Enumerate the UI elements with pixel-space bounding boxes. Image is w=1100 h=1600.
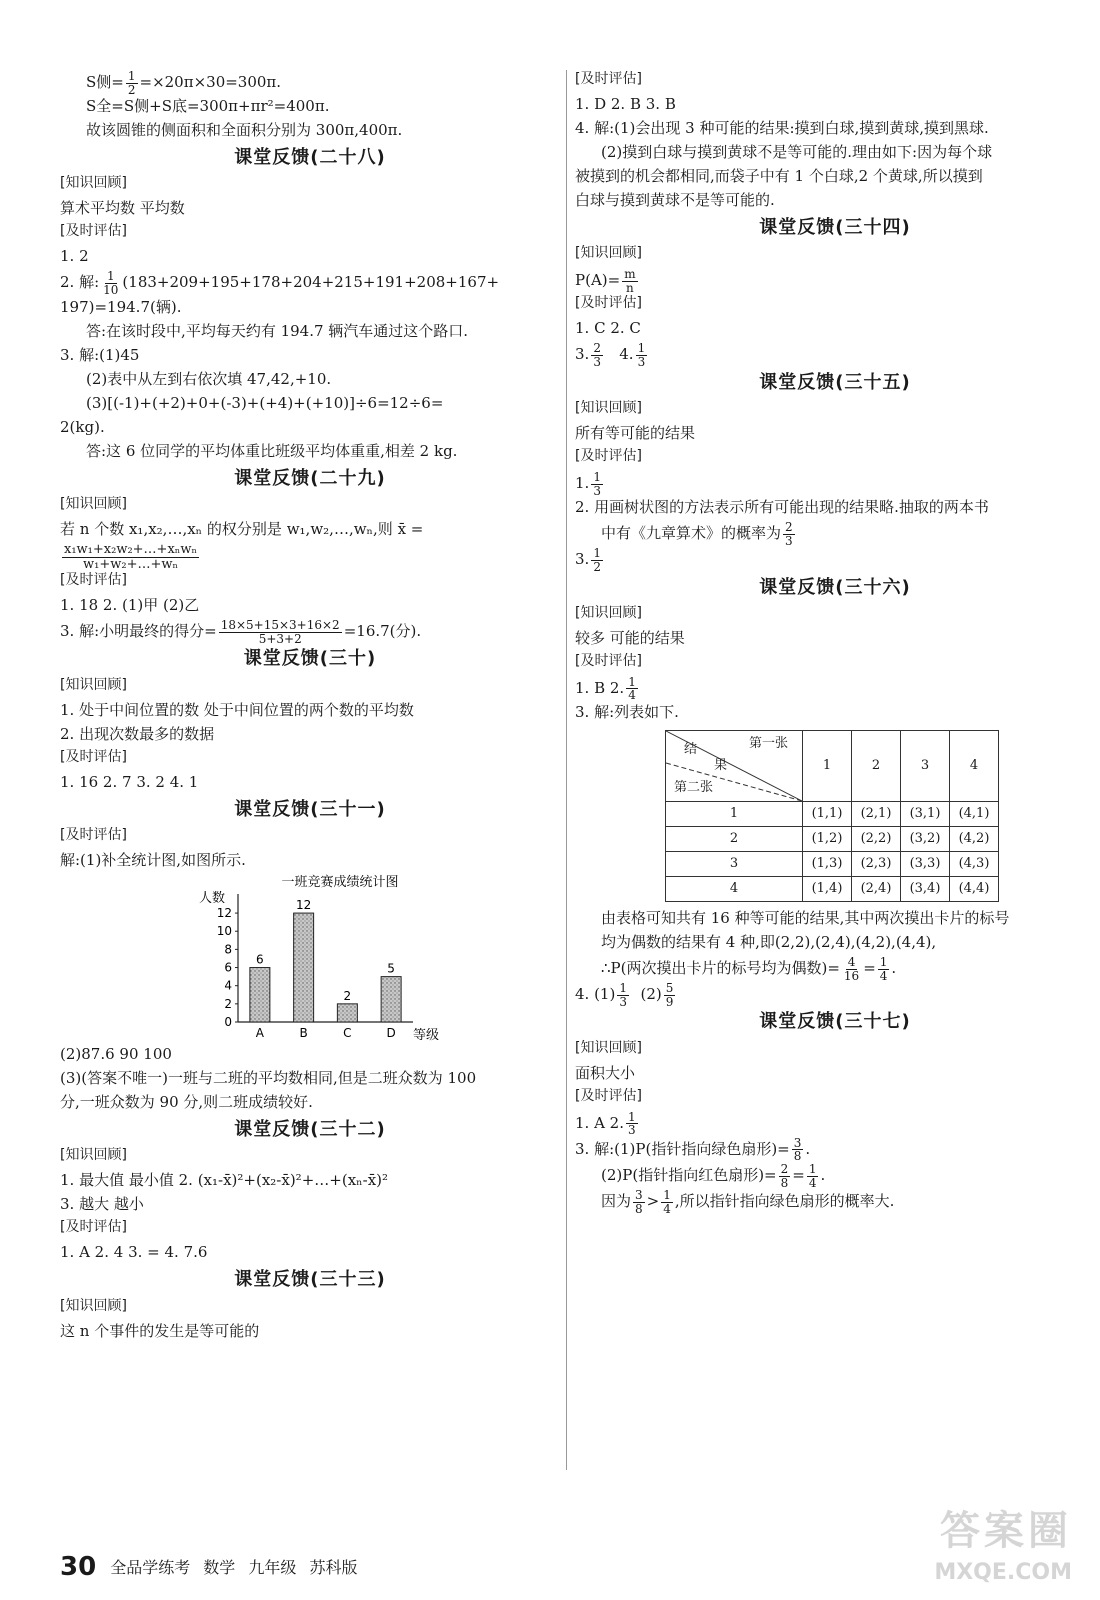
cone-text: =×20π×30=300π. [139, 73, 282, 92]
answer-line: 3. $\frac{1}{2}$ [575, 546, 601, 574]
table-row [666, 802, 999, 827]
answer-line: 2(kg). [60, 417, 105, 436]
weighted-mean-fraction [60, 543, 560, 571]
table-cell: (3,1) [901, 802, 950, 827]
fraction: $\frac{3}{8}$ [793, 1135, 802, 1164]
fraction: $\frac{1}{4}$ [879, 955, 888, 983]
corner-label-result-1: 结 [684, 742, 698, 758]
chart-xlabel: 等级 [412, 1028, 440, 1044]
watermark-logo [934, 1504, 1072, 1588]
tag-review: [知识回顾] [60, 175, 127, 192]
answer-line: 答:这 6 位同学的平均体重比班级平均体重重,相差 2 kg. [86, 441, 458, 460]
fraction: $\frac{5}{9}$ [665, 981, 674, 1009]
answer-line: 答:在该时段中,平均每天约有 194.7 辆汽车通过这个路口. [86, 321, 469, 340]
section-title-31: 课堂反馈(三十一) [234, 798, 386, 820]
y-tick-label: 2 [224, 996, 232, 1011]
watermark-url: MXQE.COM [934, 1560, 1072, 1585]
left-column [60, 70, 560, 1345]
fraction: $\frac{1}{4}$ [628, 674, 636, 703]
chart-plot [217, 894, 413, 1040]
answer-line: ∴P(两次摸出卡片的标号均为偶数)= $\frac{4}{16}$ = $\frac{1}{4}$ . [601, 955, 897, 983]
answer-line: 4. 解:(1)会出现 3 种可能的结果:摸到白球,摸到黄球,摸到黑球. [575, 119, 989, 137]
page-number: 30 [60, 1552, 97, 1582]
section-title-30: 课堂反馈(三十) [243, 648, 377, 670]
cone-line-3: 故该圆锥的侧面积和全面积分别为 300π,400π. [86, 121, 403, 140]
table-cell: (2,2) [852, 827, 901, 852]
answer-line: 中有《九章算术》的概率为 $\frac{2}{3}$ [601, 520, 793, 548]
fraction: $\frac{\text{x₁w₁+x₂w₂+…+xₙwₙ}}{\text{w₁+w₂+…+wₙ}}$ [64, 541, 198, 572]
fraction: $\frac{1}{3}$ [628, 1109, 636, 1138]
answer-line: 4. (1) $\frac{1}{3}$ (2) $\frac{5}{9}$ [575, 981, 674, 1009]
table-cell: (4,2) [950, 827, 999, 852]
answer-line: (2)P(指针指向红色扇形)= $\frac{2}{8}$ = $\frac{1}{4}$ . [601, 1162, 826, 1190]
answer-line: 1. 2 [60, 247, 89, 266]
page-footer [60, 1550, 357, 1585]
section-title-33: 课堂反馈(三十三) [234, 1269, 386, 1291]
answer-line: 1. $\frac{1}{3}$ [575, 469, 601, 498]
table-cell: (4,4) [950, 877, 999, 902]
fraction: $\frac{2}{3}$ [785, 520, 793, 548]
fraction: $\frac{2}{8}$ [780, 1162, 789, 1190]
fraction: $\frac{3}{8}$ [635, 1188, 643, 1216]
table-row [666, 852, 999, 877]
table-cell: (4,1) [950, 802, 999, 827]
fraction: $\frac{1}{3}$ [637, 341, 646, 370]
tag-assess: [及时评估] [575, 71, 642, 87]
table-cell: (1,1) [803, 802, 852, 827]
table-row-header: 2 [666, 827, 803, 852]
bar [337, 1004, 357, 1022]
fraction: $\frac{4}{16}$ [843, 955, 860, 983]
tag-review: [知识回顾] [575, 1039, 642, 1056]
watermark-text: 答案圈 [940, 1508, 1072, 1554]
cone-prefix: S侧= [86, 73, 124, 92]
answer-line: (2)87.6 90 100 [60, 1045, 172, 1064]
table-col-header: 3 [901, 731, 950, 802]
answer-line: 解:(1)补全统计图,如图所示. [60, 851, 246, 870]
answer-line: 3. 解:列表如下. [575, 703, 679, 722]
corner-label-result-2: 果 [714, 758, 728, 774]
answer-line: (3)[(-1)+(+2)+0+(-3)+(+4)+(+10)]÷6=12÷6= [86, 393, 444, 412]
section-title-37: 课堂反馈(三十七) [759, 1011, 911, 1033]
answer-line: 3. 解:(1)P(指针指向绿色扇形)= $\frac{3}{8}$ . [575, 1135, 811, 1164]
table-row [666, 877, 999, 902]
answer-line: 分,一班众数为 90 分,则二班成绩较好. [60, 1093, 313, 1112]
tag-assess: [及时评估] [575, 652, 642, 669]
tag-review: [知识回顾] [60, 676, 127, 693]
table-cell: (2,3) [852, 852, 901, 877]
outcome-table [665, 730, 999, 902]
answer-line: 均为偶数的结果有 4 种,即(2,2),(2,4),(4,2),(4,4), [601, 933, 937, 952]
tag-assess: [及时评估] [575, 447, 642, 464]
review-text: 若 n 个数 x₁,x₂,…,xₙ 的权分别是 w₁,w₂,…,wₙ,则 x̄ = [60, 519, 424, 538]
bar [381, 977, 401, 1022]
tag-review: [知识回顾] [575, 245, 642, 262]
tag-review: [知识回顾] [60, 1297, 127, 1314]
footer-text: 全品学练考 数学 九年级 苏科版 [110, 1557, 358, 1577]
section-title-35: 课堂反馈(三十五) [759, 371, 911, 393]
column-divider [566, 70, 567, 1470]
y-tick-label: 6 [224, 960, 232, 975]
chart-ylabel: 人数 [198, 891, 226, 907]
y-tick-label: 12 [216, 906, 232, 921]
y-tick-label: 8 [224, 942, 232, 957]
tag-assess: [及时评估] [60, 748, 127, 765]
answer-line: 1. B 2. $\frac{1}{4}$ [575, 674, 636, 703]
answer-line: 3. 解:(1)45 [60, 345, 140, 364]
fraction: $\frac{1}{3}$ [619, 981, 627, 1009]
table-col-header: 1 [803, 731, 852, 802]
y-tick-label: 10 [216, 924, 232, 939]
answer-line: 1. 18 2. (1)甲 (2)乙 [60, 596, 200, 615]
section-title-28: 课堂反馈(二十八) [234, 147, 386, 169]
fraction: $\frac{1}{10}$ [103, 269, 119, 298]
review-text: 面积大小 [575, 1063, 636, 1082]
cone-line-1 [60, 70, 560, 96]
fraction: $\frac{1}{2}$ [127, 69, 136, 97]
corner-label-first: 第一张 [748, 736, 788, 752]
bar-value-label: 5 [387, 961, 395, 976]
table-col-header: 4 [950, 731, 999, 802]
tag-assess: [及时评估] [60, 827, 127, 844]
table-cell: (1,2) [803, 827, 852, 852]
x-tick-label: C [343, 1026, 352, 1041]
answer-line: (2)表中从左到右依次填 47,42,+10. [86, 369, 332, 388]
fraction: $\frac{m}{n}$ [624, 267, 636, 295]
table-row-header: 1 [666, 802, 803, 827]
answer-line: 被摸到的机会都相同,而袋子中有 1 个白球,2 个黄球,所以摸到 [575, 167, 983, 185]
x-tick-label: D [386, 1026, 396, 1041]
table-cell: (1,3) [803, 852, 852, 877]
fraction: $\frac{1}{3}$ [593, 469, 601, 498]
table-cell: (3,2) [901, 827, 950, 852]
bar-value-label: 6 [256, 952, 264, 967]
y-tick-label: 4 [224, 978, 232, 993]
table-cell: (3,3) [901, 852, 950, 877]
answer-line: 197)=194.7(辆). [60, 297, 182, 316]
fraction: $\frac{2}{3}$ [593, 341, 601, 370]
answer-line: 1. D 2. B 3. B [575, 95, 676, 113]
tag-assess: [及时评估] [60, 223, 127, 240]
fraction: $\frac{1}{4}$ [808, 1162, 817, 1190]
bar [294, 913, 314, 1022]
review-text: 这 n 个事件的发生是等可能的 [60, 1321, 260, 1340]
answer-line: 由表格可知共有 16 种等可能的结果,其中两次摸出卡片的标号 [601, 909, 1010, 928]
answer-line: (2)摸到白球与摸到黄球不是等可能的.理由如下:因为每个球 [601, 143, 993, 161]
table-col-header: 2 [852, 731, 901, 802]
bar-chart-svg [190, 874, 450, 1044]
tag-review: [知识回顾] [60, 1147, 127, 1164]
answer-line: 1. A 2. $\frac{1}{3}$ [575, 1109, 636, 1138]
x-tick-label: B [299, 1026, 308, 1041]
tag-review: [知识回顾] [575, 399, 642, 416]
table-corner-cell [666, 731, 803, 802]
tag-assess: [及时评估] [575, 295, 642, 312]
section-title-36: 课堂反馈(三十六) [759, 576, 911, 598]
table-row-header: 4 [666, 877, 803, 902]
fraction: $\frac{1}{4}$ [663, 1188, 671, 1216]
review-text: 较多 可能的结果 [575, 628, 685, 647]
right-column [575, 70, 1095, 1215]
table-row [666, 827, 999, 852]
review-text: 3. 越大 越小 [60, 1195, 144, 1214]
y-tick-label: 0 [224, 1015, 232, 1030]
answer-line: 1. C 2. C [575, 319, 641, 338]
review-text: 算术平均数 平均数 [60, 199, 185, 218]
review-text: P(A)= $\frac{m}{n}$ [575, 267, 636, 295]
tag-assess: [及时评估] [60, 1219, 127, 1236]
tag-review: [知识回顾] [60, 495, 127, 512]
section-title-32: 课堂反馈(三十二) [234, 1119, 386, 1141]
fraction: $\frac{18\times 5+15\times 3+16\times 2}{5+3+2}$ [220, 618, 340, 646]
chart-title: 一班竞赛成绩统计图 [281, 875, 399, 891]
answer-line: 3. $\frac{2}{3}$ 4. $\frac{1}{3}$ [575, 341, 646, 370]
bar-chart [190, 874, 560, 1044]
review-text: 2. 出现次数最多的数据 [60, 724, 215, 743]
cone-line-2: S全=S侧+S底=300π+πr²=400π. [86, 97, 330, 116]
table-cell: (2,4) [852, 877, 901, 902]
tag-assess: [及时评估] [575, 1087, 642, 1104]
table-row-header: 3 [666, 852, 803, 877]
table-cell: (4,3) [950, 852, 999, 877]
x-tick-label: A [255, 1026, 264, 1041]
answer-line: 2. 解: $\frac{1}{10}$ (183+209+195+178+204+215+191+208+167+ [60, 269, 500, 298]
table-cell: (1,4) [803, 877, 852, 902]
answer-line: 1. 16 2. 7 3. 2 4. 1 [60, 772, 199, 791]
bar-value-label: 12 [295, 898, 312, 913]
tag-assess: [及时评估] [60, 572, 127, 589]
table-header-row [666, 731, 999, 802]
table-cell: (3,4) [901, 877, 950, 902]
review-text: 所有等可能的结果 [575, 423, 696, 442]
answer-line: 因为 $\frac{3}{8}$ > $\frac{1}{4}$ ,所以指针指向绿色扇形的概率大. [601, 1188, 895, 1216]
answer-line: 白球与摸到黄球不是等可能的. [575, 191, 775, 209]
review-text: 1. 最大值 最小值 2. (x₁-x̄)²+(x₂-x̄)²+…+(xₙ-x̄)² [60, 1171, 389, 1190]
section-title-29: 课堂反馈(二十九) [234, 467, 386, 489]
answer-line: 1. A 2. 4 3. = 4. 7.6 [60, 1243, 208, 1262]
corner-label-second: 第二张 [674, 780, 714, 796]
answer-line: 2. 用画树状图的方法表示所有可能出现的结果略.抽取的两本书 [575, 498, 989, 517]
review-text: 1. 处于中间位置的数 处于中间位置的两个数的平均数 [60, 700, 414, 719]
fraction: $\frac{1}{2}$ [593, 546, 601, 574]
answer-line: (3)(答案不唯一)一班与二班的平均数相同,但是二班众数为 100 [60, 1069, 477, 1088]
bar-value-label: 2 [343, 988, 352, 1003]
answer-line: 3. 解:小明最终的得分= $\frac{18\times 5+15\times 3+16\times 2}{5+3+2}$ =16.7(分). [60, 618, 422, 646]
bar [250, 968, 270, 1022]
table-cell: (2,1) [852, 802, 901, 827]
tag-review: [知识回顾] [575, 604, 642, 621]
section-title-34: 课堂反馈(三十四) [759, 217, 911, 238]
